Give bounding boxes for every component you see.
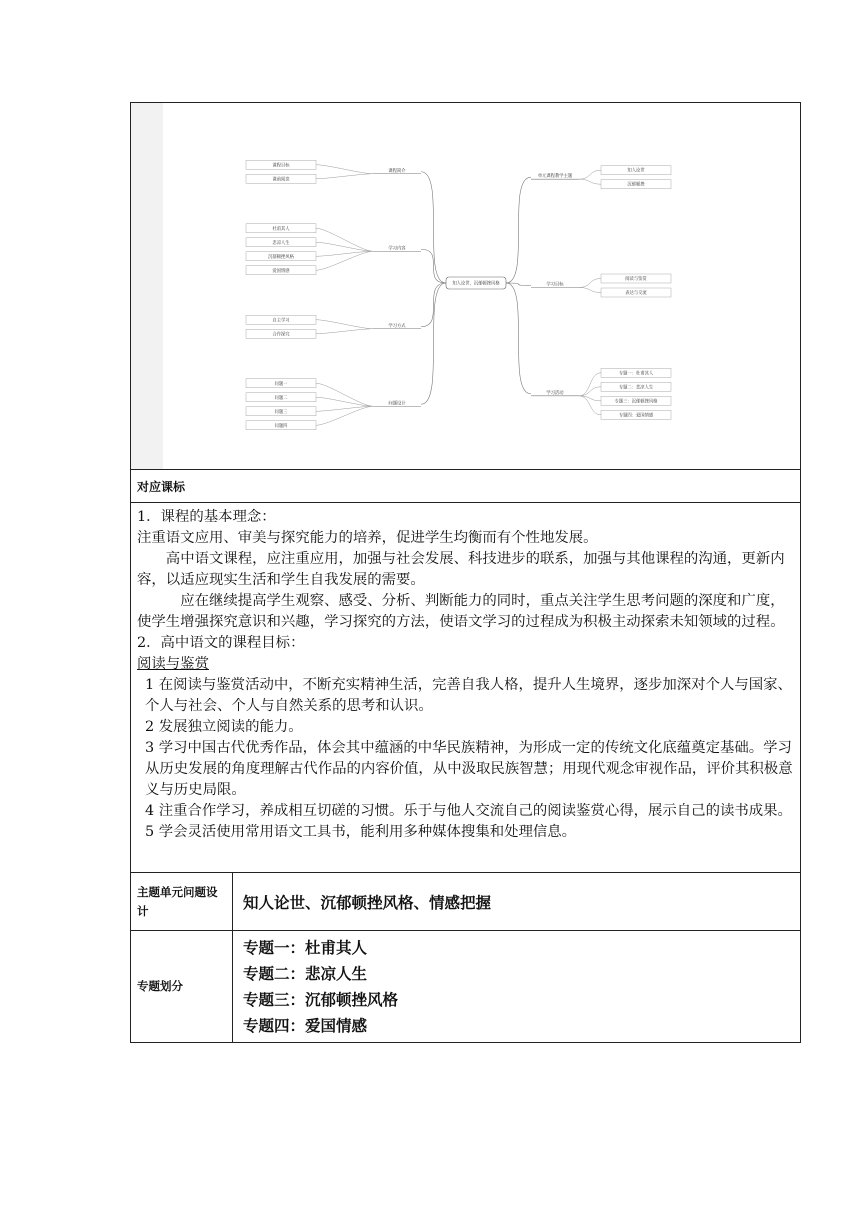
mindmap-center-label: 知人论世，沉郁顿挫风格 <box>452 281 500 287</box>
mindmap-leaf-label: 悲凉人生 <box>272 240 290 246</box>
mindmap-leaf-label: 沉郁顿挫风格 <box>268 254 294 260</box>
mindmap-leaf-line <box>316 165 373 174</box>
mindmap-leaf-line <box>579 279 601 288</box>
mindmap-leaf-line <box>579 373 601 396</box>
goal-item-1: 1 在阅读与鉴赏活动中，不断充实精神生活，完善自我人格，提升人生境界，逐步加深对个人与国家、个人与社会、个人与自然关系的思考和认识。 <box>145 677 792 714</box>
goal-item-3: 3 学习中国古代优秀作品，体会其中蕴涵的中华民族精神，为形成一定的传统文化底蕴奠定基础。学习从历史发展的角度理解古代作品的内容价值，从中汲取民族智慧；用现代观念审视作品，评价其积极意义与历史局限。 <box>145 740 793 798</box>
mindmap-leaf-label: 自主学习 <box>272 318 290 324</box>
concept-title: 1．课程的基本理念： <box>137 509 276 525</box>
mindmap-leaf-label: 问题二 <box>274 395 288 401</box>
mindmap-leaf-line <box>579 387 601 396</box>
mindmap-branch-label: 学习内容 <box>388 246 406 252</box>
topic-item-2: 专题二：悲凉人生 <box>243 964 368 983</box>
mindmap-leaf-line <box>316 320 373 329</box>
mindmap-left-strip <box>131 103 163 469</box>
concept-paragraph-1: 高中语文课程，应注重应用，加强与社会发展、科技进步的联系，加强与其他课程的沟通，更新内容，以适应现实生活和学生自我发展的需要。 <box>137 551 785 588</box>
mindmap-leaf-label: 问题四 <box>274 423 288 429</box>
goals-title: 2．高中语文的课程目标： <box>137 635 305 651</box>
mindmap-leaf-line <box>316 383 373 406</box>
theme-value-text: 知人论世、沉郁顿挫风格、情感把握 <box>243 893 492 912</box>
standards-header <box>131 469 800 502</box>
lesson-plan-table <box>130 102 801 1043</box>
mindmap-leaf-label: 问题一 <box>274 381 288 387</box>
mindmap-leaf-line <box>316 174 373 179</box>
mindmap-branch-label: 问题设计 <box>388 401 406 407</box>
mindmap-leaf-line <box>316 251 373 256</box>
concept-paragraph-2: 应在继续提高学生观察、感受、分析、判断能力的同时，重点关注学生思考问题的深度和广度，使学生增强探究意识和兴趣，学习探究的方法，使语文学习的过程成为积极主动探索未知领域的过程。 <box>137 593 785 630</box>
goal-item-2: 2 发展独立阅读的能力。 <box>145 719 303 735</box>
mindmap-branch-line <box>506 177 531 283</box>
goal-item-4: 4 注重合作学习，养成相互切磋的习惯。乐于与他人交流自己的阅读鉴赏心得，展示自己的读书成果。 <box>145 803 792 819</box>
mindmap-branch-label: 学习目标 <box>546 282 564 288</box>
mindmap-leaf-line <box>316 251 373 270</box>
theme-value <box>233 873 800 930</box>
mindmap-branch-line <box>421 249 446 283</box>
mindmap-branch-label: 单元课程教学主题 <box>537 174 573 180</box>
mindmap-leaf-line <box>316 228 373 251</box>
theme-label: 主题单元问题设计 <box>131 873 233 930</box>
mindmap-leaf-label: 沉郁顿挫 <box>627 182 645 188</box>
mindmap-leaf-line <box>316 406 373 425</box>
topic-item-3: 专题三：沉郁顿挫风格 <box>243 990 399 1009</box>
topics-list <box>233 931 800 1042</box>
mindmap-branch-line <box>421 283 446 327</box>
mindmap-leaf-label: 课程目标 <box>272 163 290 169</box>
mindmap-diagram <box>131 103 799 469</box>
mindmap-image <box>131 103 800 469</box>
mindmap-leaf-line <box>579 396 601 415</box>
mindmap-leaf-line <box>579 179 601 184</box>
mindmap-leaf-label: 杜甫其人 <box>272 226 290 232</box>
mindmap-leaf-label: 知人论世 <box>627 168 645 174</box>
topics-row <box>131 930 800 1042</box>
topics-label: 专题划分 <box>131 931 233 1042</box>
theme-row <box>131 872 800 930</box>
mindmap-branch-label: 学习方式 <box>388 323 406 329</box>
mindmap-branch-label: 学习活动 <box>546 390 564 396</box>
mindmap-branch-line <box>506 283 531 394</box>
mindmap-leaf-label: 合作探究 <box>272 332 290 338</box>
concept-line: 注重语文应用、审美与探究能力的培养，促进学生均衡而有个性地发展。 <box>137 530 598 546</box>
mindmap-leaf-label: 阅读与鉴赏 <box>625 277 647 282</box>
mindmap-leaf-label: 专题二：悲凉人生 <box>618 385 654 391</box>
mindmap-leaf-label: 爱国情感 <box>272 268 290 274</box>
mindmap-leaf-line <box>316 329 373 334</box>
mindmap-leaf-line <box>579 288 601 293</box>
goals-subheading: 阅读与鉴赏 <box>137 656 209 672</box>
mindmap-leaf-label: 专题一：杜甫其人 <box>618 371 654 377</box>
mindmap-leaf-label: 专题四：爱国情感 <box>618 413 654 419</box>
mindmap-leaf-label: 专题三：沉郁顿挫风格 <box>614 399 658 405</box>
mindmap-leaf-label: 课前阅读 <box>272 177 290 183</box>
standards-header-label: 对应课标 <box>137 479 186 494</box>
topic-item-1: 专题一：杜甫其人 <box>243 938 368 957</box>
standards-content <box>131 502 800 872</box>
mindmap-leaf-label: 问题三 <box>274 409 288 415</box>
mindmap-leaf-line <box>316 406 373 411</box>
mindmap-leaf-line <box>316 397 373 406</box>
mindmap-leaf-label: 表达与交流 <box>625 291 647 296</box>
mindmap-leaf-line <box>579 170 601 179</box>
mindmap-leaf-line <box>316 242 373 251</box>
topic-item-4: 专题四：爱国情感 <box>243 1016 368 1035</box>
goal-item-5: 5 学会灵活使用常用语文工具书，能利用多种媒体搜集和处理信息。 <box>145 824 577 840</box>
mindmap-branch-label: 课程简介 <box>388 168 406 174</box>
